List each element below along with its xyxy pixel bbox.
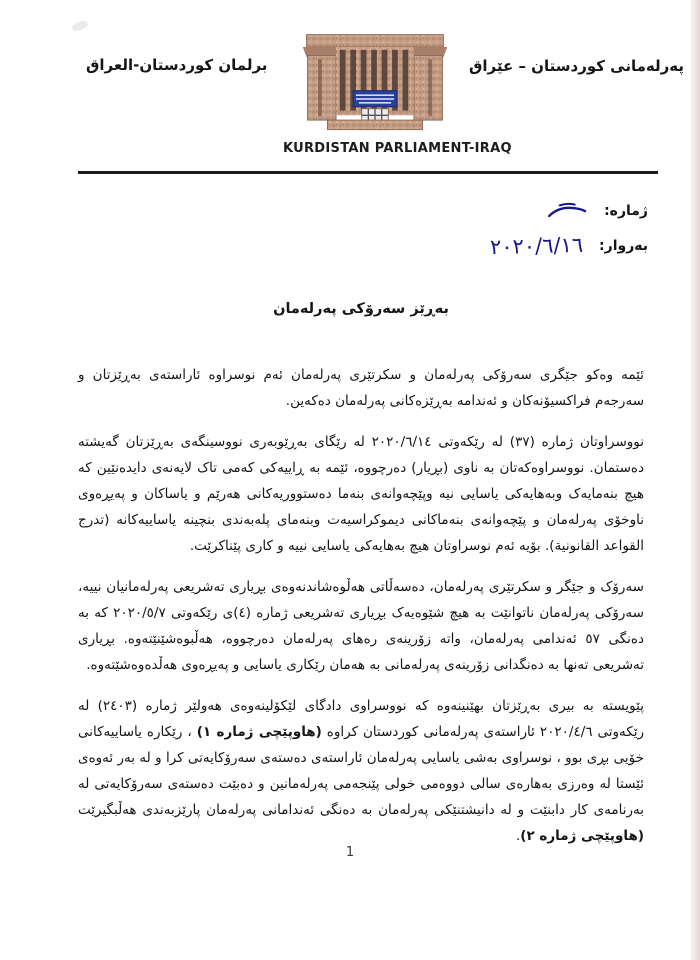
scan-edge-artifact [691, 0, 700, 960]
paragraph-4-text: ، رێکارە یاساییەکانی خۆیی بڕی بوو ، نوسراوی بەشی یاسایی پەرلەمان ئاراستەی دەستەی سەرۆکایەتی کرا و لە بەر ئەوەی ئێستا لە وەرزی بەهارەی سالی دووەمی خولی پێنجەمی پەرلەمانین و دەبێت دەستەی سەرۆکایەتی لە بەرنامەی کار دابنێت و لە دانیشتنێکی پەرلەمان بە دەنگی ئەندامانی پەرلەمان پارێزبەندی هەڵبگیرێت [78, 724, 644, 818]
salutation: بەڕێز سەرۆکی پەرلەمان [273, 301, 449, 317]
date-row [490, 228, 648, 263]
paragraph-4-text: . [515, 828, 521, 844]
header-title-kurdish: پەرلەمانی کوردستان – عێراق [468, 57, 684, 75]
header-emblem-block [283, 30, 512, 156]
scan-smudge-artifact [71, 20, 89, 33]
parliament-building-icon [299, 30, 451, 138]
paragraph-1: ئێمە وەکو جێگری سەرۆکی پەرلەمان و سکرتێری پەرلەمان ئەم نوسراوە ئاراستەی بەڕێزتان و سەرجەم فراکسیۆنەکان و ئەندامە بەڕێزەکانی پەرلەمان دەکەین. [78, 367, 644, 409]
paragraph-3: سەرۆک و جێگر و سکرتێری پەرلەمان، دەسەڵاتی هەڵوەشاندنەوەی بڕیاری تەشریعی پەرلەمانیان نییە، سەرۆکی پەرلەمان ناتوانێت بە هیچ شێوەیەک بڕیاری تەشریعی ژمارە (٤)ی رێکەوتی ٢٠٢٠/٥/٧ کە بە دەنگی ٥٧ ئەندامی پەرلەمان، واتە زۆرینەی رەهای پەرلەمان دەرچووە، هەڵبوەشێنێتەوە. بڕیاری تەشریعی تەنها بە دەنگدانی زۆرینەی پەرلەمانی بە هەمان رێکاری یاسایی و پەیڕەوی هەڵدەوەشێتەوە. [78, 579, 645, 673]
header-divider [78, 171, 658, 174]
paragraph-2: نووسراوتان ژمارە (٣٧) لە رێکەوتی ٢٠٢٠/٦/١٤ لە رێگای بەڕێوبەری نووسینگەی بەڕێزتان گەیشتە دەستمان. نووسراوەکەتان بە ناوی (بڕیار) دەرچووە، ئێمە بە ڕاییەکی کەمی تاک لایەنەی دایدەنێین کە هیچ بنەمایەک وبەهایەکی یاسایی نیە وپێچەوانەی بنەما دەستووریەکانی هەرێم و یاساکان و پەیڕەوی ناوخۆی پەرلەمان و پێچەوانەی بنەماکانی دیموکراسیەت وبنەمای پلەبەندی بنچینە یاساییەکانە (تدرج القواعد القانونية). بۆیە ئەم نوسراوتان هیچ بەهایەکی یاسایی نییە و کاری پێناکرێت. [78, 434, 645, 554]
paragraph-4-text: پێویستە بە بیری بەڕێزتان بهێنینەوە کە نووسراوی دادگای لێکۆلینەوەی هەولێر ژمارە (٢٤٠٣) لە رێکەوتی ٢٠٢٠/٤/٦ ئاراستەی پەرلەمانی کوردستان کراوە [78, 698, 644, 740]
attachment-1-reference: (هاوپێچی ژمارە ١) [196, 724, 322, 740]
page-number: 1 [345, 845, 355, 860]
attachment-2-reference: (هاوپێچی ژمارە ٢) [520, 828, 644, 844]
paragraph-4 [78, 693, 644, 849]
number-label: ژمارە: [604, 202, 648, 219]
handwritten-date: ٢٠٢٠/٦/١٦ [489, 232, 584, 259]
date-label: بەروار: [599, 237, 648, 254]
header-title-arabic: برلمان كوردستان-العراق [86, 56, 268, 74]
number-row [490, 193, 648, 228]
header-title-english: KURDISTAN PARLIAMENT-IRAQ [283, 141, 512, 156]
letter-meta-block [490, 193, 648, 263]
letter-body [78, 296, 644, 864]
handwritten-number-mark [546, 200, 589, 220]
